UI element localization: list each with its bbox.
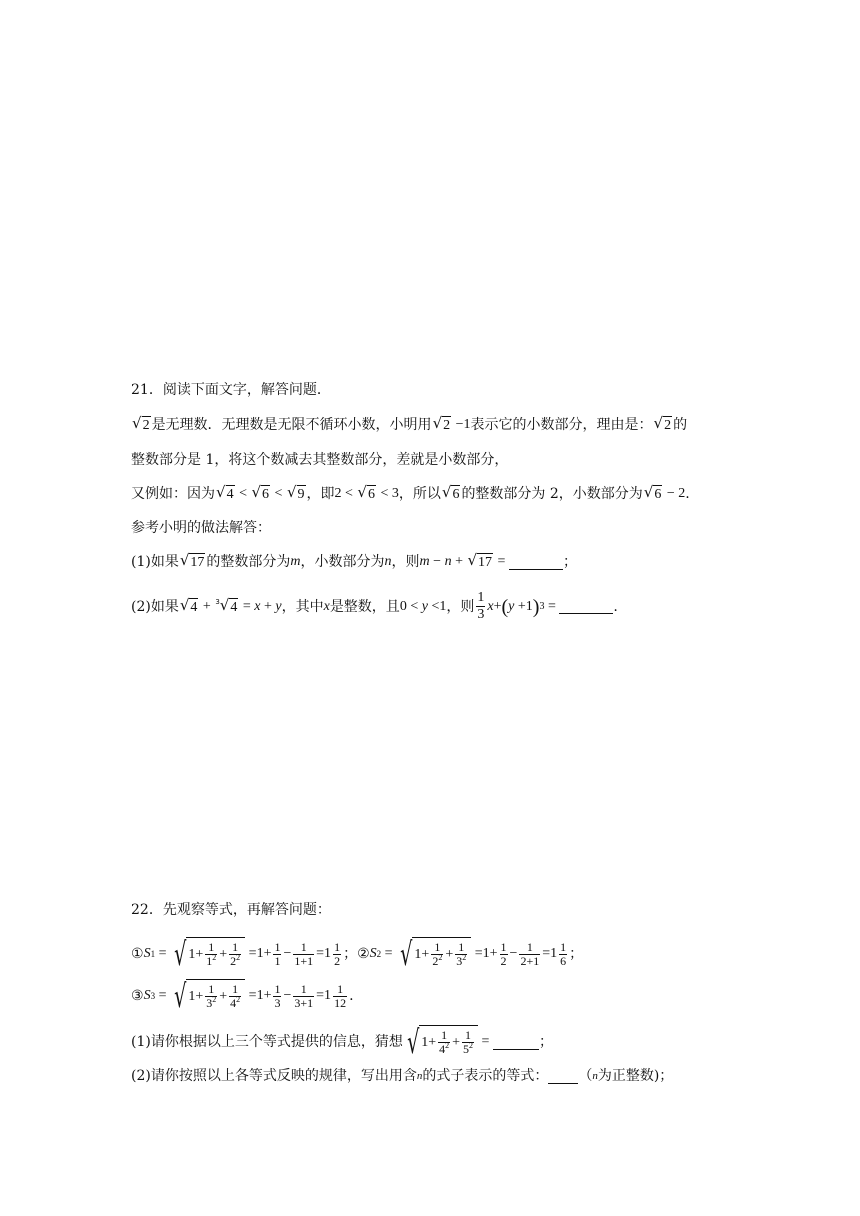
- q21-line1: √ 2 是无理数．无理数是无限不循环小数，小明用 √ 2 −1 表示它的小数部分，理由是： √ 2 的: [132, 414, 688, 433]
- answer-blank[interactable]: [493, 1035, 539, 1050]
- q22-eq3: ③ S 3 = √ 1+ $\frac{1}{3^2}$ + $\frac{1}{4^2}$ =1+ $\frac{1}{3}$ − $\frac{1}{3+1}$ =1 $\frac{1}{12}$ .: [131, 977, 354, 1015]
- answer-blank[interactable]: [559, 599, 613, 614]
- q22-part1: (1)请你根据以上三个等式提供的信息，猜想 √ 1+ $\frac{1}{4^2}$ + $\frac{1}{5^2}$ = ；: [131, 1023, 553, 1061]
- q21-line3: 又例如：因为 √ 4 < √ 6 < √ 9 ，即 2 < √ 6 < 3 ，所以 √ 6 的整数部分为 2，小数部分为 √ 6 − 2 .: [131, 483, 690, 502]
- answer-blank[interactable]: [548, 1069, 578, 1084]
- sqrt-2: √ 2: [432, 414, 451, 433]
- q22-part2: (2)请你按照以上各等式反映的规律，写出用含 n 的式子表示的等式： （ n 为正整数)；: [131, 1068, 674, 1084]
- q21-line4: 参考小明的做法解答：: [131, 520, 271, 536]
- q21-line2: 整数部分是 1，将这个数减去其整数部分，差就是小数部分，: [131, 452, 509, 468]
- sqrt-2: √ 2: [132, 414, 150, 433]
- q22-eq1-eq2: ① S 1 = √ 1+ $\frac{1}{1^2}$ + $\frac{1}{2^2}$ =1+ $\frac{1}{1}$ − $\frac{1}{1+1}$ =1 $\frac{1}{2}$ ； ② S 2 = √ 1+ $\frac{1}{2^2}$ + $\frac{1}{3^2}$ =1+ $\frac{1}{2}$ − $\frac{1}{2+1}$ =1 $\frac{1}{6}$ ；: [131, 935, 584, 973]
- q21-part1: (1)如果 √ 17 的整数部分为 m ，小数部分为 n ，则 m − n + √ 17 = ；: [131, 551, 577, 570]
- sqrt-2: √ 2: [653, 414, 672, 433]
- q21-part2: (2)如果 √ 4 + $^3$√ 4 = x + y ，其中 x 是整数，且 0 < y <1 ，则 $\frac{1}{3}$ x + ( y +1 ) 3 = .: [131, 590, 618, 622]
- q21-header: 21．阅读下面文字，解答问题．: [131, 382, 331, 398]
- q22-header: 22．先观察等式，再解答问题：: [131, 902, 331, 918]
- answer-blank[interactable]: [509, 555, 563, 570]
